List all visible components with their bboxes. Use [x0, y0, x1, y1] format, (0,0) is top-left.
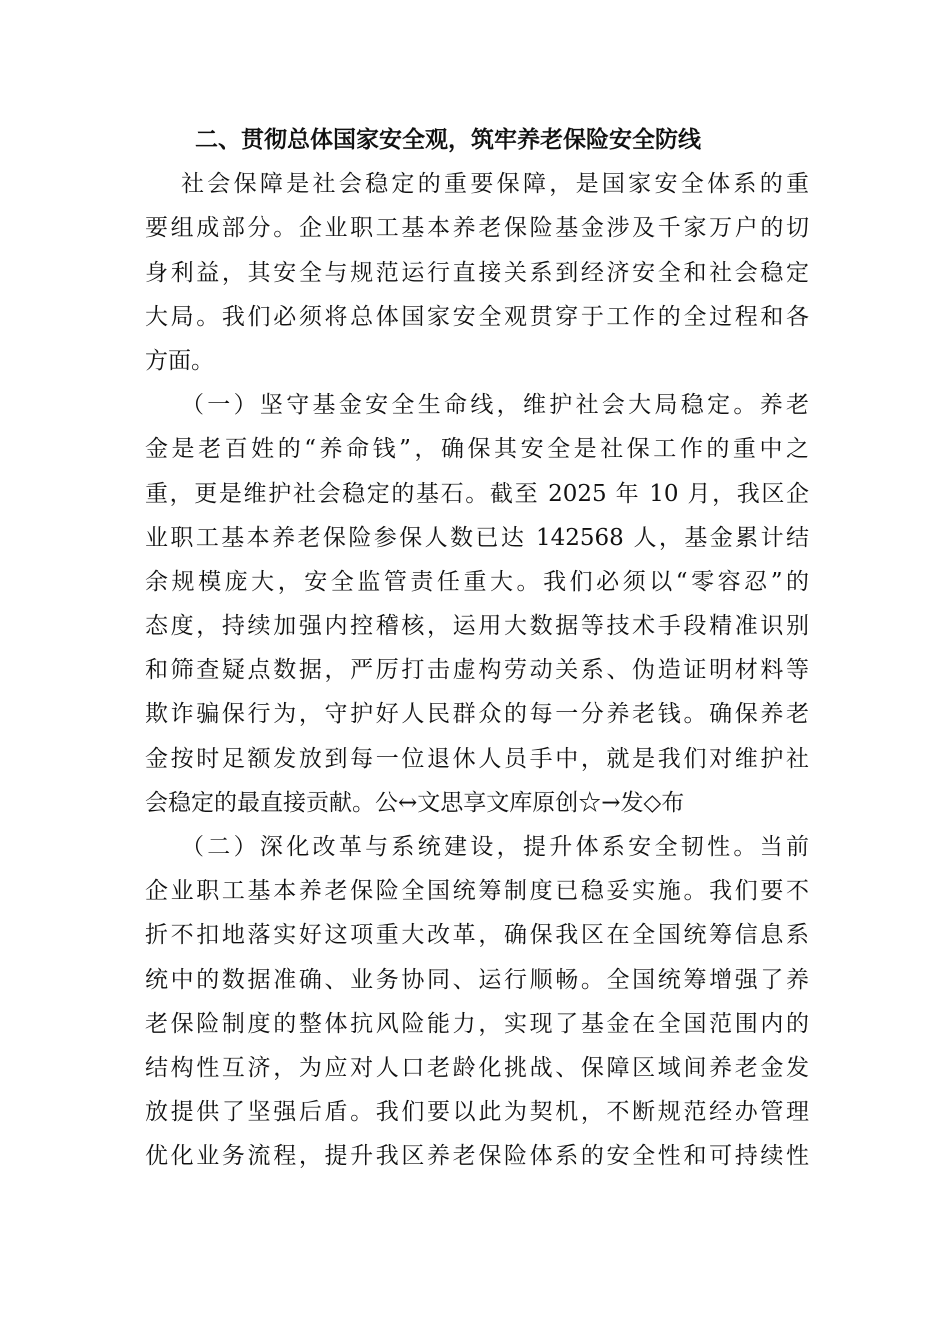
- paragraph-intro: [145, 162, 809, 383]
- text-line: 身利益，其安全与规范运行直接关系到经济安全和社会稳定: [145, 259, 809, 286]
- text-line: 和筛查疑点数据，严厉打击虚构劳动关系、伪造证明材料等: [145, 657, 809, 684]
- text-line: 放提供了坚强后盾。我们要以此为契机，不断规范经办管理: [145, 1099, 809, 1126]
- section-heading: 二、贯彻总体国家安全观，筑牢养老保险安全防线: [195, 127, 701, 153]
- text-line: 金按时足额发放到每一位退休人员手中，就是我们对维护社: [145, 745, 809, 772]
- text-line: 老保险制度的整体抗风险能力，实现了基金在全国范围内的: [145, 1010, 809, 1037]
- text-line: 大局。我们必须将总体国家安全观贯穿于工作的全过程和各: [145, 303, 809, 330]
- text-line: 会稳定的最直接贡献。公↔文思享文库原创☆→发◇布: [145, 789, 685, 816]
- text-line: 折不扣地落实好这项重大改革，确保我区在全国统筹信息系: [145, 922, 809, 949]
- text-line: 欺诈骗保行为，守护好人民群众的每一分养老钱。确保养老: [145, 701, 809, 728]
- text-line: 余规模庞大，安全监管责任重大。我们必须以“零容忍”的: [145, 568, 809, 595]
- text-line: 社会保障是社会稳定的重要保障，是国家安全体系的重: [181, 171, 809, 198]
- text-line: 结构性互济，为应对人口老龄化挑战、保障区域间养老金发: [145, 1054, 809, 1081]
- text-line: 优化业务流程，提升我区养老保险体系的安全性和可持续性: [145, 1143, 809, 1170]
- paragraph-reform: [145, 825, 809, 1179]
- text-line: 方面。: [145, 347, 214, 374]
- paragraph-fund-safety: [145, 383, 809, 825]
- text-line: 企业职工基本养老保险全国统筹制度已稳妥实施。我们要不: [145, 878, 809, 905]
- text-line: 业职工基本养老保险参保人数已达 142568 人，基金累计结: [145, 524, 809, 551]
- text-line: （一）坚守基金安全生命线，维护社会大局稳定。养老: [181, 392, 809, 419]
- document-page: [145, 118, 809, 1179]
- text-line: 统中的数据准确、业务协同、运行顺畅。全国统筹增强了养: [145, 966, 809, 993]
- text-line: （二）深化改革与系统建设，提升体系安全韧性。当前: [181, 834, 809, 860]
- text-line: 金是老百姓的“养命钱”，确保其安全是社保工作的重中之: [145, 436, 809, 463]
- text-line: 态度，持续加强内控稽核，运用大数据等技术手段精准识别: [145, 613, 809, 640]
- text-line: 重，更是维护社会稳定的基石。截至 2025 年 10 月，我区企: [145, 480, 809, 507]
- text-line: 要组成部分。企业职工基本养老保险基金涉及千家万户的切: [145, 215, 809, 242]
